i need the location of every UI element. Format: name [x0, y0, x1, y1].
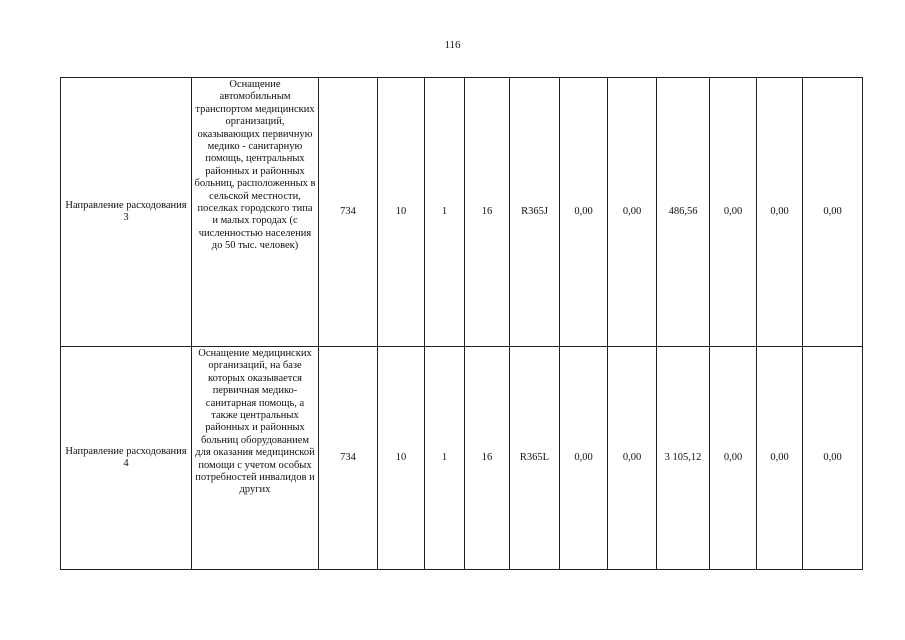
section-code-cell: 10: [378, 78, 425, 347]
table-row: [61, 78, 863, 347]
section-code-cell: 10: [378, 347, 425, 570]
description-cell: Оснащение автомобильным транспортом медицинских организаций, оказывающих первичную медико - санитарную помощь, центральных районных и районных больниц, расположенных в сельской местности, поселках городского типа и малых городах (с численностью населения до 50 тыс. человек): [192, 78, 319, 347]
description-cell: Оснащение медицинских организаций, на базе которых оказывается первичная медико-санитарная помощь, а также центральных районных и районных больниц оборудованием для оказания медицинской помощи с учетом особых потребностей инвалидов и других: [192, 347, 319, 570]
budget-table: [60, 77, 863, 570]
direction-cell: Направление расходования 3: [61, 78, 192, 347]
target-article-cell: R365L: [510, 347, 560, 570]
table-row: [61, 347, 863, 570]
amount-cell: 0,00: [757, 347, 803, 570]
subsection-code-cell: 1: [425, 78, 465, 347]
amount-cell: 0,00: [757, 78, 803, 347]
subsection-code-cell: 1: [425, 347, 465, 570]
amount-cell: 3 105,12: [657, 347, 710, 570]
amount-cell: 0,00: [803, 78, 863, 347]
target-article-cell: R365J: [510, 78, 560, 347]
ministry-code-cell: 734: [319, 78, 378, 347]
amount-cell: 0,00: [710, 78, 757, 347]
page-number: 116: [444, 39, 461, 51]
program-code-cell: 16: [465, 78, 510, 347]
program-code-cell: 16: [465, 347, 510, 570]
amount-cell: 0,00: [710, 347, 757, 570]
amount-cell: 0,00: [608, 78, 657, 347]
amount-cell: 0,00: [560, 78, 608, 347]
amount-cell: 0,00: [803, 347, 863, 570]
amount-cell: 0,00: [560, 347, 608, 570]
amount-cell: 486,56: [657, 78, 710, 347]
direction-cell: Направление расходования 4: [61, 347, 192, 570]
ministry-code-cell: 734: [319, 347, 378, 570]
amount-cell: 0,00: [608, 347, 657, 570]
